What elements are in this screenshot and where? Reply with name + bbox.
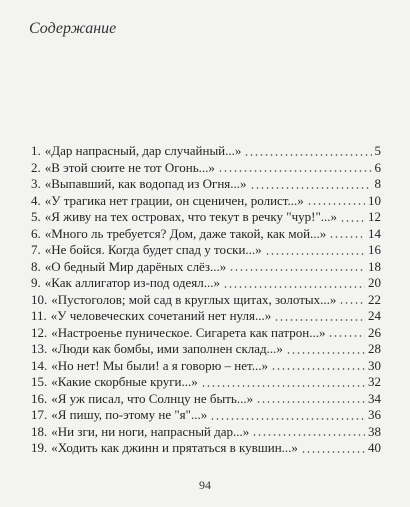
toc-entry-page: 22 <box>368 291 381 307</box>
toc-entry-title: «Люди как бомбы, ими заполнен склад...» <box>51 341 283 356</box>
dot-leader <box>307 203 365 205</box>
toc-entry <box>31 325 381 342</box>
toc-entry <box>31 407 381 424</box>
toc-entry-page: 16 <box>368 242 381 257</box>
toc-entry <box>31 341 381 358</box>
toc-entry-title: «У человеческих сочетаний нет нуля...» <box>50 308 272 323</box>
dot-leader <box>229 269 365 271</box>
toc-entry-title: «Не бойся. Когда будет спад у тоски...» <box>44 242 262 257</box>
toc-entry-page: 10 <box>368 192 381 208</box>
toc-entry <box>31 440 381 457</box>
toc-entry-title: «Ни зги, ни ноги, напрасный дар...» <box>51 423 250 439</box>
toc-entry <box>31 160 381 177</box>
toc-entry-number: 7. <box>31 242 41 257</box>
toc-entry <box>31 424 381 441</box>
toc-entry-page: 34 <box>368 390 381 406</box>
toc-entry-number: 12. <box>31 324 48 340</box>
toc-entry <box>31 275 381 292</box>
toc-entry-title: «Дар напрасный, дар случайный...» <box>44 143 242 158</box>
dot-leader <box>250 187 372 189</box>
toc-entry <box>31 374 381 391</box>
toc-entry-page: 5 <box>374 143 381 158</box>
dot-leader <box>210 418 365 420</box>
toc-entry-title: «Ходить как джинн и прятаться в кувшин...» <box>51 440 298 455</box>
toc-entry-title: «Много ль требуется? Дом, даже такой, как мой...» <box>44 225 327 241</box>
dot-leader <box>252 434 365 436</box>
toc-entry-title: «Я пишу, по-этому не "я"...» <box>51 407 208 422</box>
dot-leader <box>274 319 365 321</box>
toc-entry-title: «Я живу на тех островах, что текут в речку "чур!"...» <box>44 209 338 224</box>
toc-entry-title: «О бедный Мир дарёных слёз...» <box>44 258 227 274</box>
toc-entry-page: 36 <box>368 407 381 422</box>
toc-entry-number: 10. <box>31 291 48 307</box>
toc-entry-page: 38 <box>368 423 381 439</box>
toc-entry-title: «Какие скорбные круги...» <box>51 374 198 389</box>
toc-entry <box>31 292 381 309</box>
toc-entry-title: «В этой сюите не тот Огонь...» <box>44 159 215 175</box>
toc-entry <box>31 176 381 193</box>
toc-entry-title: «У трагика нет грации, он сценичен, ролист...» <box>44 192 304 208</box>
toc-entry-page: 24 <box>368 308 381 323</box>
dot-leader <box>328 335 365 337</box>
toc-entry-page: 28 <box>368 341 381 356</box>
toc-entry-page: 32 <box>368 374 381 389</box>
toc-entry <box>31 259 381 276</box>
toc-entry-title: «Но нет! Мы были! а я говорю – нет...» <box>51 357 268 373</box>
toc-entry-page: 20 <box>368 275 381 290</box>
toc-entry-number: 3. <box>31 176 41 191</box>
toc-entry-number: 15. <box>31 374 48 389</box>
dot-leader <box>271 368 365 370</box>
dot-leader <box>340 220 365 222</box>
toc-entry <box>31 143 381 160</box>
toc-entry <box>31 193 381 210</box>
toc-entry-title: «Как аллигатор из-под одеял...» <box>44 275 221 290</box>
toc-entry-number: 8. <box>31 258 41 274</box>
toc-entry-number: 14. <box>31 357 48 373</box>
toc-entry-page: 8 <box>374 176 381 191</box>
toc-entry-number: 4. <box>31 192 41 208</box>
toc-entry-page: 18 <box>368 258 381 274</box>
toc-entry-number: 13. <box>31 341 48 356</box>
toc-entry-number: 1. <box>31 143 41 158</box>
toc-entry-number: 11. <box>31 308 47 323</box>
toc-entry-page: 26 <box>368 324 381 340</box>
toc-entry-title: «Я уж писал, что Солнцу не быть...» <box>51 390 254 406</box>
dot-leader <box>329 236 365 238</box>
dot-leader <box>339 302 365 304</box>
toc-entry-number: 9. <box>31 275 41 290</box>
toc-entry-page: 40 <box>368 440 381 455</box>
toc-entry <box>31 242 381 259</box>
dot-leader <box>223 286 365 288</box>
page-number: 94 <box>199 478 211 492</box>
toc-entry-number: 16. <box>31 390 48 406</box>
toc-entry-page: 12 <box>368 209 381 224</box>
toc-entry <box>31 226 381 243</box>
toc-entry-title: «Пустоголов; мой сад в круглых щитах, золотых...» <box>51 291 337 307</box>
toc-entry-number: 6. <box>31 225 41 241</box>
dot-leader <box>256 401 365 403</box>
toc-entry <box>31 308 381 325</box>
dot-leader <box>244 154 371 156</box>
toc-entry-number: 18. <box>31 423 48 439</box>
dot-leader <box>301 451 365 453</box>
toc-entry <box>31 358 381 375</box>
toc-entry-title: «Настроенье пуническое. Сигарета как патрон...» <box>51 324 326 340</box>
toc-entry <box>31 391 381 408</box>
toc-entry <box>31 209 381 226</box>
toc-entry-title: «Выпавший, как водопад из Огня...» <box>44 176 247 191</box>
dot-leader <box>265 253 365 255</box>
toc-entry-number: 5. <box>31 209 41 224</box>
toc-entry-page: 14 <box>368 225 381 241</box>
dot-leader <box>201 385 365 387</box>
table-of-contents <box>31 143 381 457</box>
toc-entry-number: 2. <box>31 159 41 175</box>
toc-entry-page: 6 <box>374 159 381 175</box>
contents-heading: Содержание <box>29 20 117 37</box>
toc-entry-number: 17. <box>31 407 48 422</box>
dot-leader <box>286 352 365 354</box>
toc-entry-number: 19. <box>31 440 48 455</box>
toc-entry-page: 30 <box>368 357 381 373</box>
dot-leader <box>218 170 372 172</box>
